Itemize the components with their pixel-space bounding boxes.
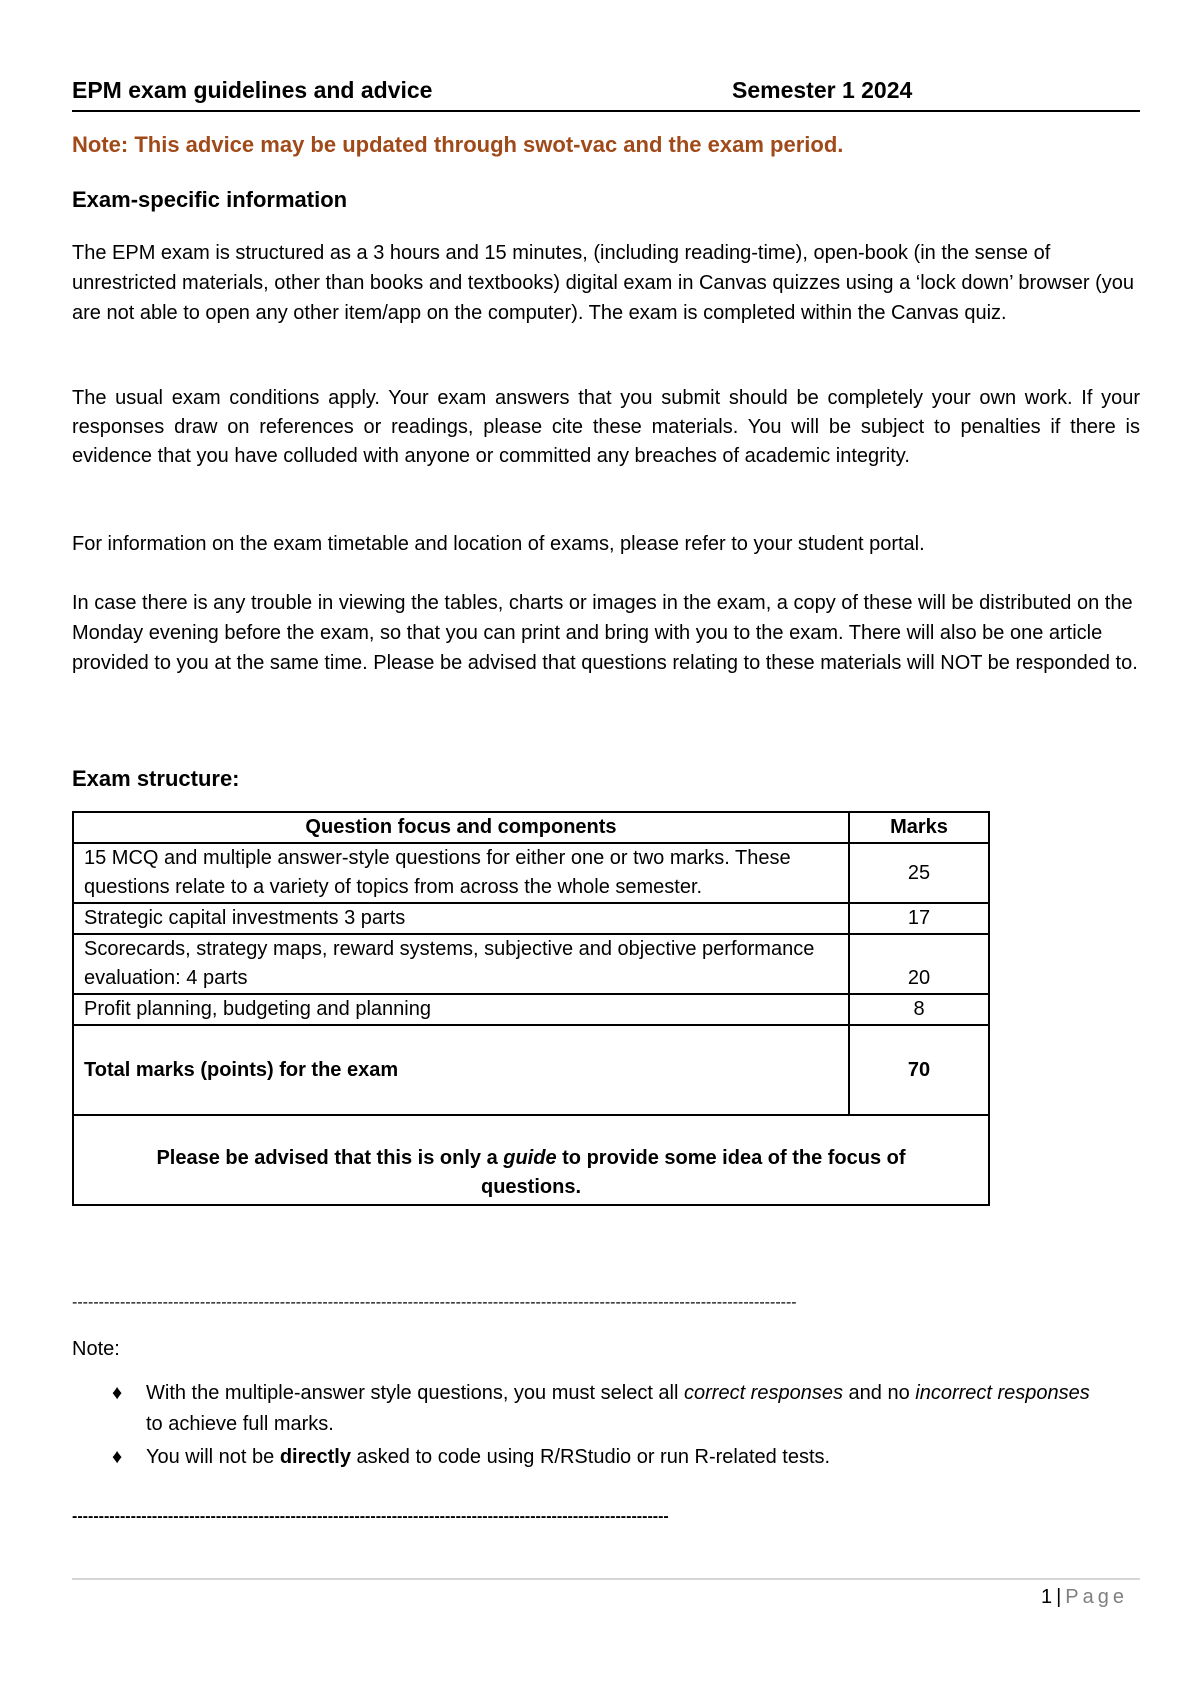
list-item [72,1378,1102,1440]
page-header [72,75,1140,105]
note-bullet-list [72,1378,1102,1475]
column-header-marks: Marks [849,812,989,843]
row-focus: Scorecards, strategy maps, reward systems, subjective and objective performance evaluation: 4 parts [73,934,849,994]
total-row [73,1025,989,1115]
bullet-2-text: You will not be [146,1446,280,1468]
note-label: Note: [72,1338,120,1360]
bullet-1-text-mid: and no [842,1382,916,1404]
header-rule [72,110,1140,112]
table-row [73,843,989,903]
footer-rule [72,1578,1140,1580]
total-label: Total marks (points) for the exam [73,1025,849,1115]
update-note: Note: This advice may be updated through swot-vac and the exam period. [72,132,844,157]
table-row [73,994,989,1025]
footer-separator: | [1056,1586,1062,1608]
exam-info-paragraph-2: The usual exam conditions apply. Your exam answers that you submit should be completely your own work. If your responses draw on references or readings, please cite these materials. You will be subject to penalties if there is evidence that you have colluded with anyone or committed any breaches of academic integrity. [72,387,1140,467]
bullet-1-italic-correct: correct responses [684,1382,843,1404]
row-focus: 15 MCQ and multiple answer-style questions for either one or two marks. These questions relate to a variety of topics from across the whole semester. [73,843,849,903]
exam-info-paragraph-4: In case there is any trouble in viewing the tables, charts or images in the exam, a copy of these will be distributed on the Monday evening before the exam, so that you can print and bring with you to the exam. There will also be one article provided to you at the same time. Please be advised that questions relating to these materials will NOT be responded to. [72,592,1138,674]
exam-info-paragraph-1: The EPM exam is structured as a 3 hours and 15 minutes, (including reading-time), open-book (in the sense of unrestricted materials, other than books and textbooks) digital exam in Canvas quizzes using a ‘lock down’ browser (you are not able to open any other item/app on the computer). The exam is completed within the Canvas quiz. [72,242,1135,324]
advice-row [73,1115,989,1205]
bullet-1-text-end: to achieve full marks. [146,1413,334,1435]
advice-text-start: Please be advised that this is only a [156,1147,504,1169]
row-marks: 20 [849,934,989,994]
dashed-separator-2: ---------------------------------------------------------------------------------------------------------------- [72,1508,669,1525]
dashed-separator-1: ---------------------------------------------------------------------------------------------------------------------------------------- [72,1294,797,1311]
exam-info-paragraph-3: For information on the exam timetable and location of exams, please refer to your student portal. [72,533,925,555]
exam-info-heading: Exam-specific information [72,187,348,212]
page-footer [1041,1586,1128,1609]
bullet-1-italic-incorrect: incorrect responses [915,1382,1090,1404]
advice-text-end: to provide some idea of the focus of questions. [480,1147,906,1198]
page-label: Page [1065,1586,1128,1608]
row-marks: 17 [849,903,989,934]
exam-structure-table [72,811,990,1206]
table-header-row [73,812,989,843]
bullet-1-text: With the multiple-answer style questions, you must select all [146,1382,684,1404]
bullet-2-text-end: asked to code using R/RStudio or run R-related tests. [350,1446,831,1468]
row-focus: Profit planning, budgeting and planning [73,994,849,1025]
advice-cell [73,1115,989,1205]
column-header-focus: Question focus and components [73,812,849,843]
table-row [73,903,989,934]
row-focus: Strategic capital investments 3 parts [73,903,849,934]
diamond-bullet-icon: ♦ [112,1446,123,1468]
list-item [72,1442,1102,1473]
diamond-bullet-icon: ♦ [112,1382,123,1404]
total-marks: 70 [849,1025,989,1115]
bullet-2-bold: directly [279,1446,351,1468]
header-title: EPM exam guidelines and advice [72,77,433,103]
row-marks: 25 [849,843,989,903]
page-number: 1 [1040,1586,1053,1608]
exam-structure-heading: Exam structure: [72,766,240,791]
advice-text-guide: guide [503,1147,557,1169]
header-semester: Semester 1 2024 [732,77,913,103]
table-row [73,934,989,994]
row-marks: 8 [849,994,989,1025]
